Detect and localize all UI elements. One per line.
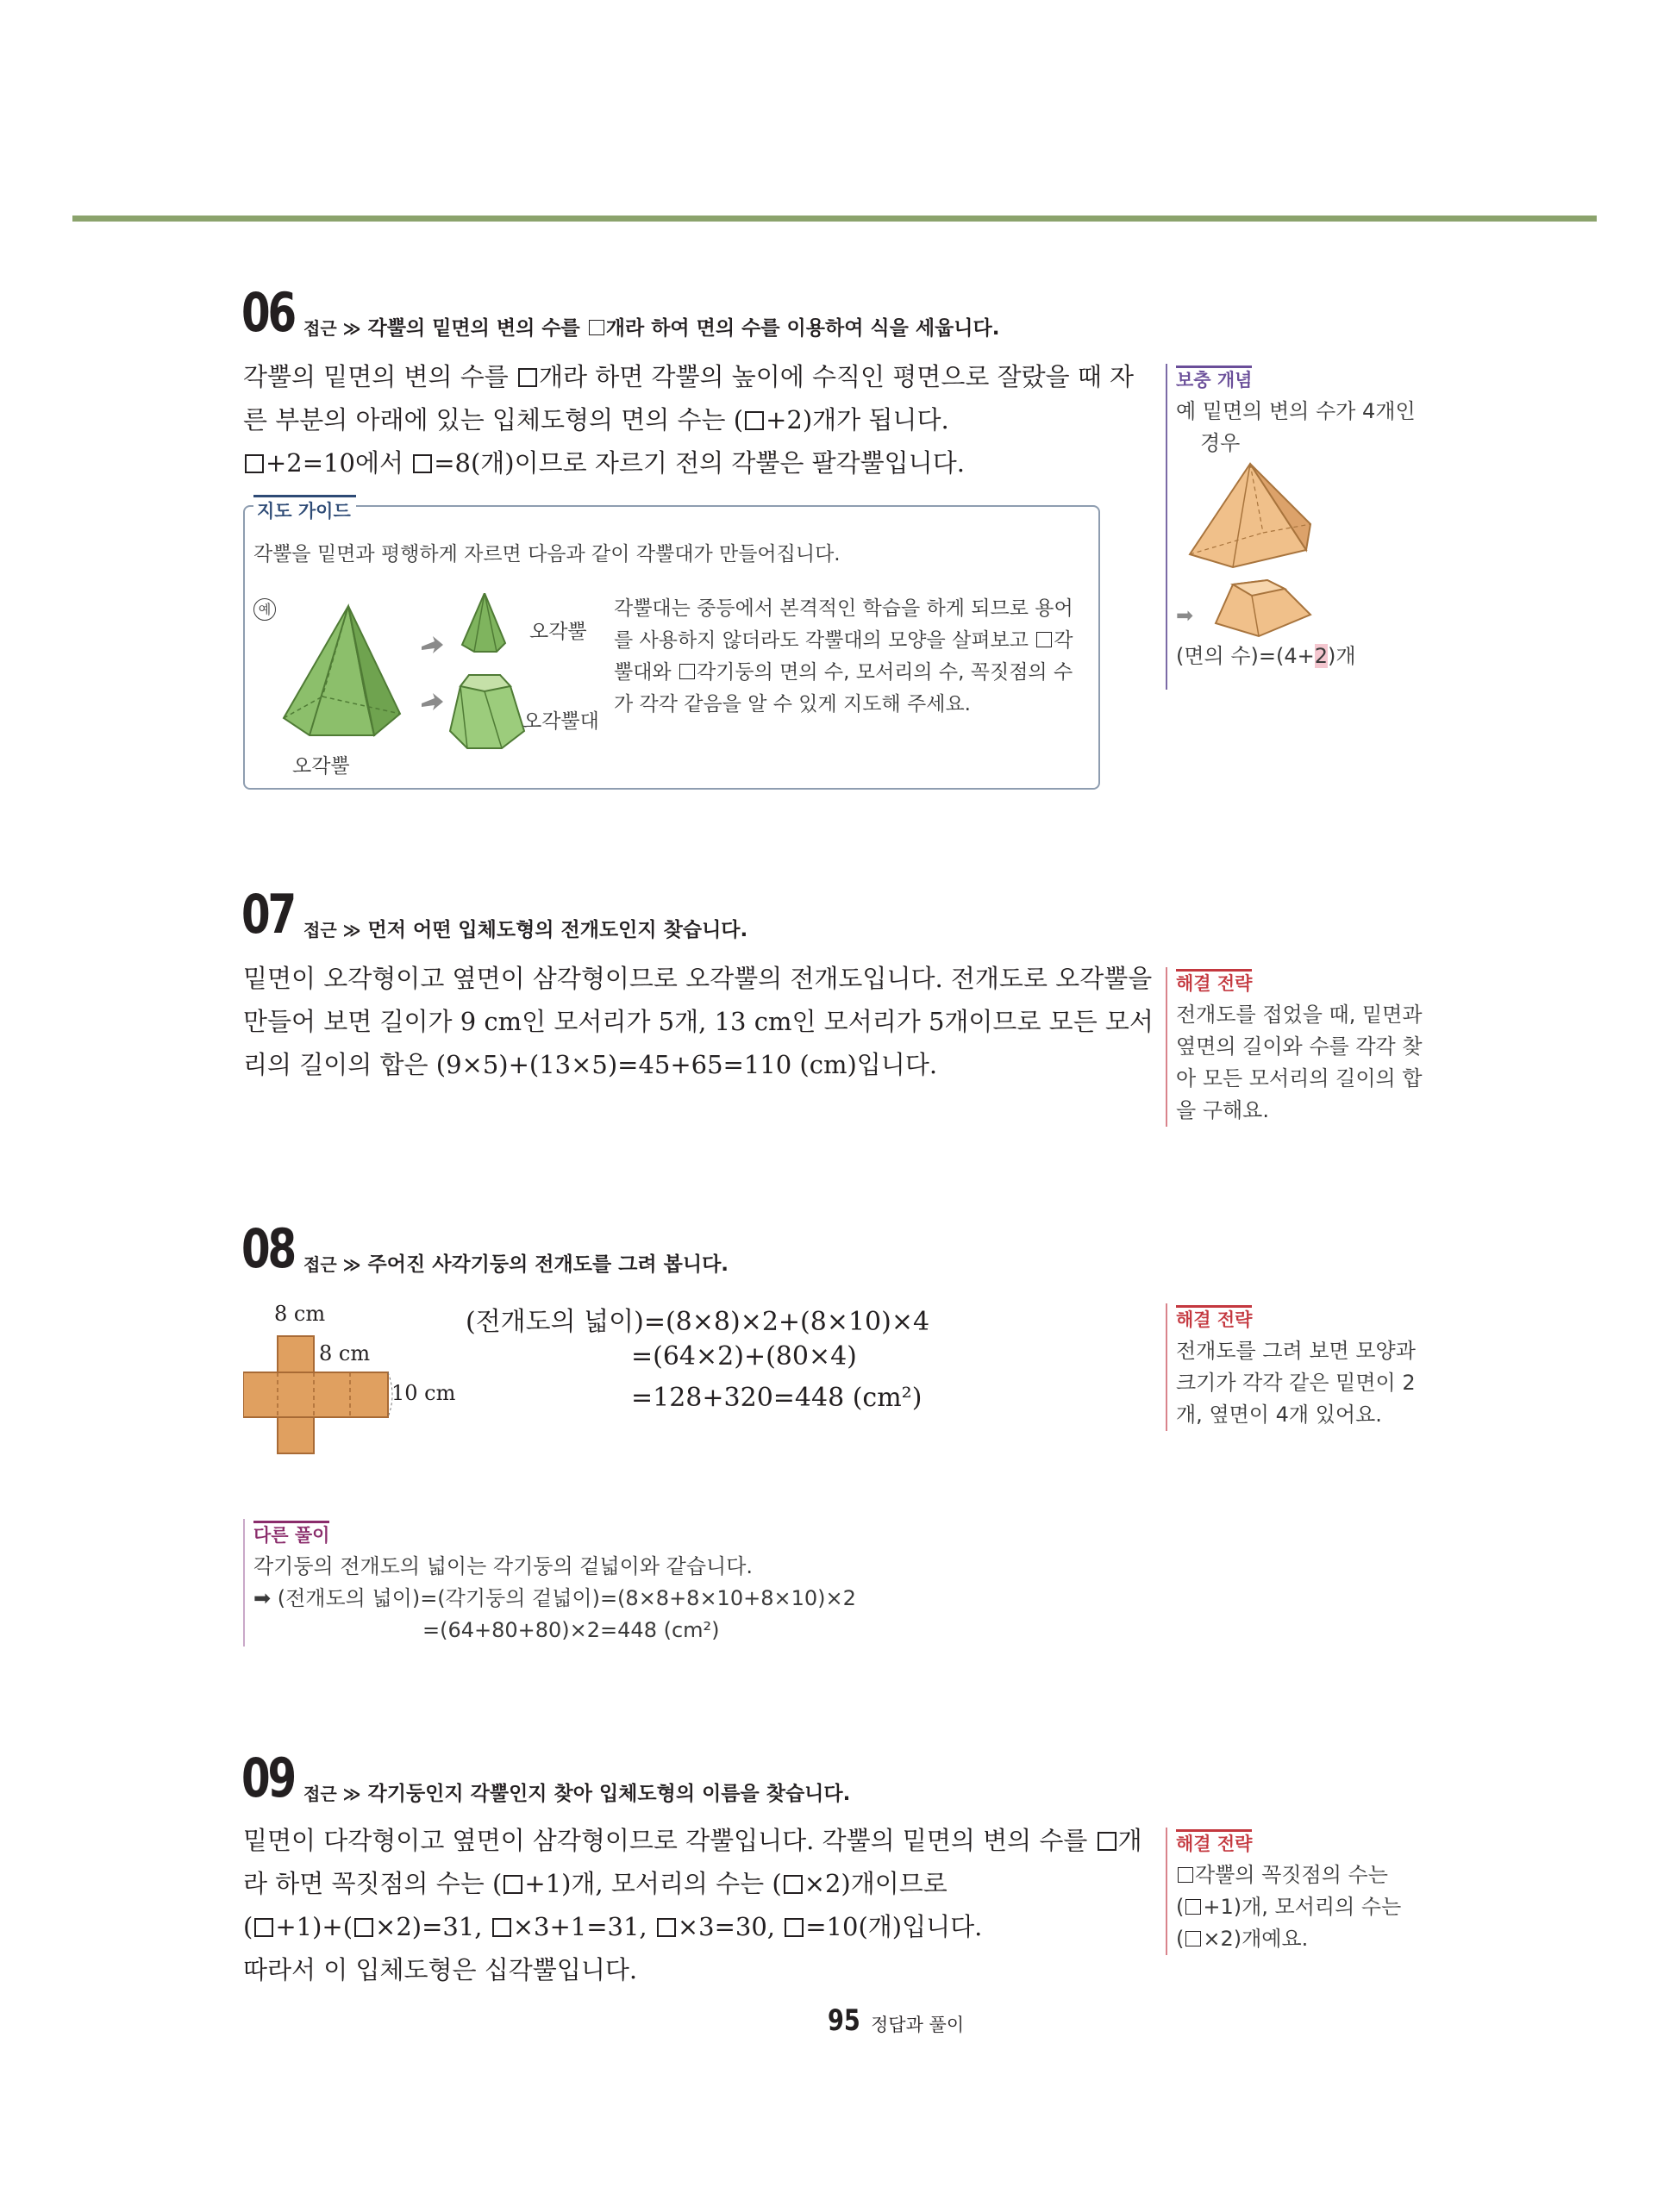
blank-box — [413, 454, 432, 473]
label-8cm-mid: 8 cm — [319, 1341, 371, 1365]
q09-line-1: 밑면이 다각형이고 옆면이 삼각형이므로 각뿔입니다. 각뿔의 밑면의 변의 수를 개 — [243, 1826, 1142, 1855]
q06-line-3: +2=10에서 =8(개)이므로 자르기 전의 각뿔은 팔각뿔입니다. — [243, 441, 965, 484]
label-frustum: 오각뿔대 — [522, 710, 599, 733]
page-footer-label: 정답과 풀이 — [871, 2015, 965, 2035]
q08-math-1: (전개도의 넓이)=(8×8)×2+(8×10)×4 — [466, 1307, 930, 1337]
approach-tag: 접근 ≫ — [303, 1254, 361, 1275]
blank-box — [492, 1918, 511, 1937]
q09-line-4: 따라서 이 입체도형은 십각뿔입니다. — [243, 1955, 638, 1984]
question-number-06: 06 — [241, 281, 295, 344]
approach-07: 접근 ≫ 먼저 어떤 입체도형의 전개도인지 찾습니다. — [303, 919, 748, 941]
label-big-pyramid: 오각뿔 — [292, 755, 350, 778]
q07-line-2: 만들어 보면 길이가 9 cm인 모서리가 5개, 13 cm인 모서리가 5개이므로 모든 모서 — [243, 1007, 1154, 1036]
approach-tag: 접근 ≫ — [303, 1784, 361, 1804]
q06-line-2: 른 부분의 아래에 있는 입체도형의 면의 수는 ( +2)개가 됩니다. — [243, 405, 949, 434]
blank-box — [589, 320, 604, 335]
example-mark: 예 — [253, 598, 276, 621]
approach-tag: 접근 ≫ — [303, 318, 361, 339]
approach-09: 접근 ≫ 각기둥인지 각뿔인지 찾아 입체도형의 이름을 찾습니다. — [303, 1783, 851, 1805]
q08-math-3: =128+320=448 (cm²) — [631, 1383, 923, 1413]
blank-box — [785, 1918, 804, 1937]
side-note-08: 해결 전략 전개도를 그려 보면 모양과 크기가 각각 같은 밑면이 2 개, 옆면이 4개 있어요. — [1166, 1303, 1416, 1431]
side-title: 해결 전략 — [1176, 1305, 1252, 1332]
other-solution: 다른 풀이 각기둥의 전개도의 넓이는 각기둥의 겉넓이와 같습니다. ➡ (전개도의 넓이)=(각기둥의 겉넓이)=(8×8+8×10+8×10)×2 =(64+80+80)×2=448 (cm²) — [243, 1519, 856, 1647]
side-note-07: 해결 전략 전개도를 접었을 때, 밑면과 옆면의 길이와 수를 각각 찾 아 모든 모서리의 길이의 합 을 구해요. — [1166, 967, 1423, 1127]
blank-box — [245, 454, 264, 473]
guide-intro: 각뿔을 밑면과 평행하게 자르면 다음과 같이 각뿔대가 만들어집니다. — [253, 543, 841, 565]
q07-line-3: 리의 길이의 합은 (9×5)+(13×5)=45+65=110 (cm)입니다. — [243, 1050, 938, 1079]
blank-box — [1036, 632, 1052, 647]
blank-box — [354, 1918, 373, 1937]
approach-06: 접근 ≫ 각뿔의 밑면의 변의 수를 개라 하여 면의 수를 이용하여 식을 세웁니다. — [303, 317, 1000, 340]
side-formula: (면의 수)=(4+2)개 — [1176, 644, 1356, 668]
blank-box — [518, 368, 537, 387]
blank-box — [254, 1918, 273, 1937]
blank-box — [679, 664, 695, 679]
side-title: 해결 전략 — [1176, 1829, 1252, 1856]
prism-net-diagram — [243, 1310, 398, 1457]
question-number-09: 09 — [241, 1746, 295, 1809]
blank-box — [504, 1875, 522, 1894]
q06-line-1: 각뿔의 밑면의 변의 수를 개라 하면 각뿔의 높이에 수직인 평면으로 잘랐을 때 자 — [243, 362, 1135, 391]
blank-box — [745, 411, 764, 430]
other-title: 다른 풀이 — [253, 1521, 329, 1547]
question-number-07: 07 — [241, 883, 295, 946]
square-pyramid-illustration — [1181, 459, 1328, 640]
q08-math-2: =(64×2)+(80×4) — [631, 1341, 857, 1372]
q09-line-3: ( +1)+( ×2)=31, ×3+1=31, ×3=30, =10(개)입니다. — [243, 1912, 983, 1941]
blank-box — [1185, 1899, 1201, 1915]
side-note-06: 보충 개념 예 밑면의 변의 수가 4개인 경우 ➡ (면의 수)=(4+2)개 — [1166, 364, 1416, 690]
q09-line-2: 라 하면 꼭짓점의 수는 ( +1)개, 모서리의 수는 ( ×2)개이므로 — [243, 1869, 948, 1898]
side-note-09: 해결 전략 각뿔의 꼭짓점의 수는 ( +1)개, 모서리의 수는 ( ×2)개예요. — [1166, 1828, 1401, 1955]
label-small-pyramid: 오각뿔 — [529, 621, 587, 643]
guide-tag: 지도 가이드 — [253, 495, 356, 523]
arrow-icon: ➡ — [1176, 603, 1194, 628]
side-title: 보충 개념 — [1176, 366, 1252, 392]
blank-box — [1178, 1867, 1193, 1883]
approach-tag: 접근 ≫ — [303, 920, 361, 940]
side-title: 해결 전략 — [1176, 969, 1252, 996]
blank-box — [1185, 1931, 1201, 1946]
question-number-08: 08 — [241, 1217, 295, 1280]
page-number: 95 — [828, 2003, 860, 2038]
label-10cm: 10 cm — [391, 1381, 456, 1405]
blank-box — [657, 1918, 676, 1937]
header-rule — [72, 216, 1597, 222]
blank-box — [1098, 1832, 1116, 1851]
approach-08: 접근 ≫ 주어진 사각기둥의 전개도를 그려 봅니다. — [303, 1253, 729, 1276]
label-8cm-top: 8 cm — [274, 1302, 326, 1326]
guide-note: 각뿔대는 중등에서 본격적인 학습을 하게 되므로 용어 를 사용하지 않더라도 각뿔대의 모양을 살펴보고 각 뿔대와 각기둥의 면의 수, 모서리의 수, 꼭짓점의 수 가 각각 같음을 알 수 있게 지도해 주세요. — [614, 597, 1073, 715]
guide-box — [243, 501, 1100, 790]
blank-box — [784, 1875, 803, 1894]
q07-line-1: 밑면이 오각형이고 옆면이 삼각형이므로 오각뿔의 전개도입니다. 전개도로 오각뿔을 — [243, 964, 1153, 993]
